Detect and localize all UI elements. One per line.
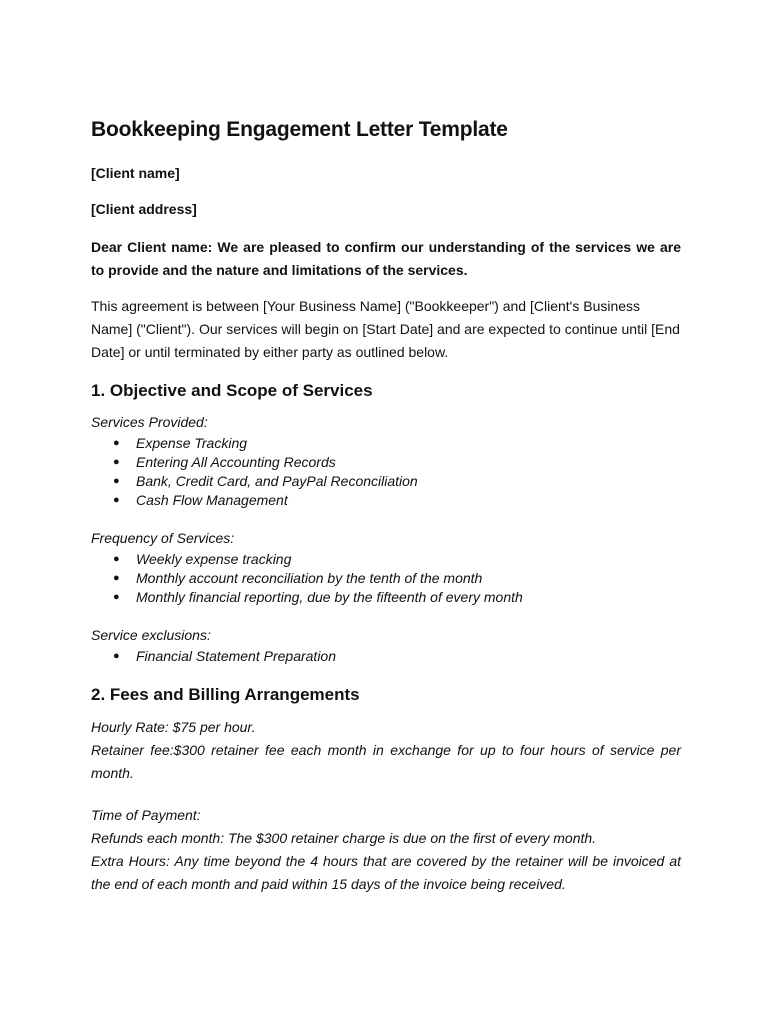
list-item: ● Cash Flow Management: [113, 492, 288, 508]
bullet-icon: ●: [113, 553, 120, 565]
bullet-icon: ●: [113, 591, 120, 603]
time-of-payment-label: Time of Payment:: [91, 807, 201, 823]
bullet-icon: ●: [113, 650, 120, 662]
exclusions-label: Service exclusions:: [91, 627, 211, 643]
list-item: ● Financial Statement Preparation: [113, 648, 336, 664]
retainer-fee: Retainer fee:$300 retainer fee each month in exchange for up to four hours of service per month.: [91, 742, 681, 781]
agreement-paragraph: This agreement is between [Your Business Name] ("Bookkeeper") and [Client's Business Name] ("Client"). Our services will begin on [Start Date] and are expected to continue until [End Date] or until terminated by either party as outlined below.: [91, 298, 680, 360]
services-list: [91, 434, 681, 510]
document-page: [91, 116, 681, 896]
bullet-icon: ●: [113, 456, 120, 468]
document-title: Bookkeeping Engagement Letter Template: [91, 118, 508, 141]
list-item: ● Monthly financial reporting, due by the fifteenth of every month: [113, 589, 523, 605]
fees-section: [91, 716, 681, 896]
frequency-label: Frequency of Services:: [91, 530, 235, 546]
greeting-paragraph: Dear Client name: We are pleased to confirm our understanding of the services we are to provide and the nature and limitations of the services.: [91, 239, 681, 278]
list-item: ● Expense Tracking: [113, 435, 248, 451]
list-item: ● Bank, Credit Card, and PayPal Reconciliation: [113, 473, 418, 489]
list-item: ● Weekly expense tracking: [113, 551, 292, 567]
bullet-icon: ●: [113, 572, 120, 584]
services-label: Services Provided:: [91, 414, 208, 430]
list-item: ● Entering All Accounting Records: [113, 454, 336, 470]
hourly-rate: Hourly Rate: $75 per hour.: [91, 719, 256, 735]
exclusions-list: [91, 647, 681, 666]
section1-heading: 1. Objective and Scope of Services: [91, 381, 373, 400]
bullet-icon: ●: [113, 437, 120, 449]
frequency-list: [91, 550, 681, 607]
client-name: [Client name]: [91, 165, 180, 181]
list-item: ● Monthly account reconciliation by the tenth of the month: [113, 570, 483, 586]
bullet-icon: ●: [113, 494, 120, 506]
refunds-text: Refunds each month: The $300 retainer charge is due on the first of every month.: [91, 830, 597, 846]
bullet-icon: ●: [113, 475, 120, 487]
client-address: [Client address]: [91, 201, 197, 217]
extra-hours-text: Extra Hours: Any time beyond the 4 hours that are covered by the retainer will be invoiced at the end of each month and paid within 15 days of the invoice being received.: [91, 853, 681, 892]
section2-heading: 2. Fees and Billing Arrangements: [91, 685, 360, 704]
